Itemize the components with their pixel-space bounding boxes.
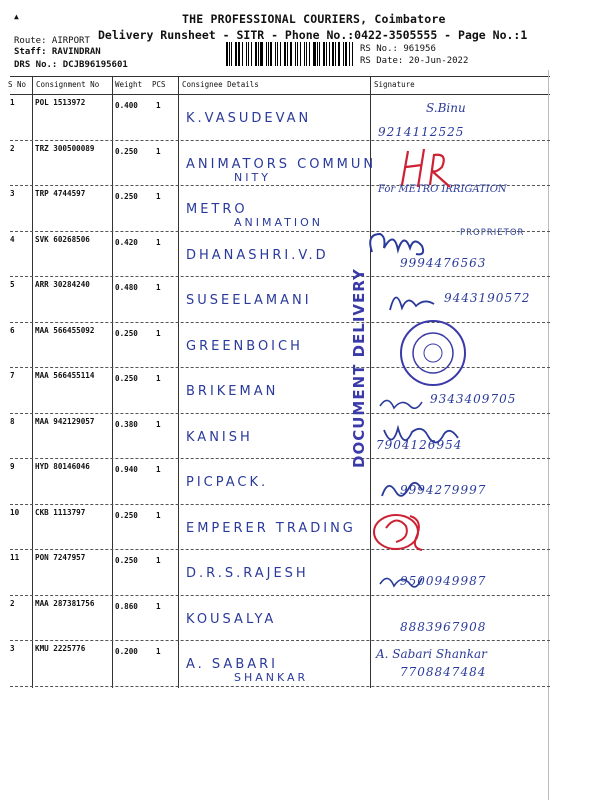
barcode-bar: [295, 42, 296, 66]
row-consignment-no: POL 1513972: [35, 98, 86, 107]
row-signature-note: 9500949987: [400, 574, 487, 588]
barcode-bar: [242, 42, 243, 66]
row-weight: 0.400: [115, 101, 138, 110]
handwritten-signature: [378, 420, 468, 456]
barcode-bar: [309, 42, 311, 66]
barcode-bar: [313, 42, 315, 66]
row-sno: 2: [10, 143, 15, 153]
barcode-bar: [238, 42, 240, 66]
row-signature-note: 9343409705: [430, 392, 517, 406]
barcode-bar: [235, 42, 237, 66]
col-weight: Weight: [115, 80, 143, 89]
row-consignee-name-cont: SHANKAR: [234, 671, 309, 684]
red-signature-mark: [366, 508, 436, 554]
barcode-bar: [284, 42, 286, 66]
row-weight: 0.250: [115, 192, 138, 201]
row-signature-note: 9994476563: [400, 255, 487, 270]
row-pcs: 1: [156, 146, 161, 156]
barcode-bar: [268, 42, 269, 66]
row-consignee-name: KOUSALYA: [186, 611, 277, 627]
row-divider: [10, 640, 550, 641]
col-pcs: PCS: [152, 80, 166, 89]
barcode-bar: [300, 42, 301, 66]
row-sno: 8: [10, 416, 15, 426]
barcode-bar: [231, 42, 232, 66]
row-divider: [10, 458, 550, 459]
barcode-bar: [280, 42, 282, 66]
row-pcs: 1: [156, 101, 161, 110]
row-consignment-no: KMU 2225776: [35, 644, 86, 653]
row-divider: [10, 276, 550, 277]
barcode-bar: [258, 42, 259, 66]
row-consignee-name: BRIKEMAN: [186, 384, 279, 399]
row-pcs: 1: [156, 283, 161, 292]
row-signature-note: 7708847484: [400, 665, 487, 679]
barcode-bar: [260, 42, 262, 66]
barcode-bar: [304, 42, 305, 66]
row-consignee-name: K.VASUDEVAN: [186, 111, 312, 126]
row-sno: 9: [10, 462, 15, 471]
row-signature-name: A. Sabari Shankar: [376, 647, 487, 661]
row-consignment-no: MAA 942129057: [35, 416, 95, 426]
row-signature-note: 9994279997: [400, 483, 487, 497]
row-divider: [10, 595, 550, 596]
row-signature-name: For METRO IRRIGATION: [378, 184, 507, 195]
row-signature-note: PROPRIETOR: [460, 228, 525, 238]
row-signature-note: 8883967908: [400, 619, 487, 634]
row-consignment-no: MAA 566455114: [35, 371, 95, 380]
row-pcs: 1: [156, 192, 161, 201]
row-divider: [10, 231, 550, 232]
barcode-bar: [266, 42, 267, 66]
row-consignee-name: PICPACK.: [186, 475, 269, 490]
row-weight: 0.480: [115, 283, 138, 292]
col-divider: [112, 76, 113, 688]
row-weight: 0.250: [115, 146, 138, 156]
row-sno: 6: [10, 325, 15, 335]
drs-number: DRS No.: DCJB96195601: [14, 60, 128, 70]
row-pcs: 1: [156, 601, 161, 611]
row-consignment-no: PON 7247957: [35, 553, 86, 562]
row-weight: 0.250: [115, 328, 138, 338]
row-consignment-no: HYD 80146046: [35, 462, 90, 471]
row-divider: [10, 504, 550, 505]
rs-date: RS Date: 20-Jun-2022: [360, 56, 469, 66]
barcode-bar: [290, 42, 292, 66]
barcode-bar: [251, 42, 253, 66]
row-sno: 5: [10, 280, 15, 289]
col-divider: [178, 76, 179, 688]
barcode: [226, 42, 354, 66]
table-header-rule: [10, 94, 550, 95]
barcode-bar: [317, 42, 318, 66]
row-consignee-name: DHANASHRI.V.D: [186, 247, 329, 263]
row-weight: 0.250: [115, 556, 138, 565]
barcode-bar: [349, 42, 350, 66]
handwritten-signature: [378, 474, 428, 504]
runsheet-subtitle: Delivery Runsheet - SITR - Phone No.:0422-3505555 - Page No.:1: [98, 28, 528, 42]
company-seal: [398, 318, 468, 388]
barcode-bar: [306, 42, 307, 66]
row-consignment-no: CKB 1113797: [35, 507, 86, 517]
barcode-bar: [287, 42, 288, 66]
handwritten-signature: [386, 282, 446, 316]
barcode-bar: [270, 42, 272, 66]
row-sno: 2: [10, 598, 15, 608]
row-pcs: 1: [156, 647, 161, 656]
row-consignee-name: KANISH: [186, 429, 253, 445]
handwritten-signature: [376, 390, 426, 416]
row-weight: 0.250: [115, 510, 138, 520]
row-signature-note: 9214112525: [378, 125, 465, 139]
row-pcs: 1: [156, 374, 161, 383]
row-consignee-name-cont: ANIMATION: [234, 216, 324, 229]
row-sno: 3: [10, 189, 15, 198]
rs-number: RS No.: 961956: [360, 44, 436, 54]
row-weight: 0.420: [115, 237, 138, 247]
row-consignee-name-cont: NITY: [234, 170, 271, 184]
page-edge: [548, 70, 549, 800]
row-signature-note: 9443190572: [444, 291, 531, 305]
row-sno: 7: [10, 371, 15, 380]
row-divider: [10, 686, 550, 687]
col-signature: Signature: [374, 80, 415, 89]
row-consignment-no: SVK 60268506: [35, 234, 90, 244]
row-consignment-no: MAA 287381756: [35, 598, 95, 608]
row-sno: 11: [10, 553, 20, 562]
row-sno: 10: [10, 507, 20, 517]
red-initials-mark: [396, 145, 456, 191]
row-divider: [10, 140, 550, 141]
barcode-bar: [226, 42, 228, 66]
row-sno: 4: [10, 234, 15, 244]
row-signature-name: S.Binu: [426, 101, 466, 115]
barcode-bar: [246, 42, 247, 66]
barcode-bar: [255, 42, 257, 66]
row-pcs: 1: [156, 419, 161, 429]
row-pcs: 1: [156, 465, 161, 474]
row-consignee-name: A. SABARI: [186, 657, 278, 672]
row-consignee-name: ANIMATORS COMMUN: [186, 156, 377, 172]
barcode-bar: [248, 42, 249, 66]
row-pcs: 1: [156, 556, 161, 565]
row-consignee-name: SUSEELAMANI: [186, 293, 312, 308]
row-pcs: 1: [156, 328, 161, 338]
barcode-bar: [319, 42, 320, 66]
row-signature-note: 7904126954: [376, 437, 463, 452]
barcode-bar: [338, 42, 340, 66]
row-pcs: 1: [156, 237, 161, 247]
barcode-bar: [345, 42, 347, 66]
row-weight: 0.250: [115, 374, 138, 383]
document-delivery-stamp: DOCUMENT DELIVERY: [350, 268, 368, 468]
row-consignment-no: TRP 4744597: [35, 189, 86, 198]
barcode-bar: [352, 42, 353, 66]
row-consignee-name: METRO: [186, 202, 248, 217]
barcode-bar: [277, 42, 278, 66]
barcode-bar: [326, 42, 327, 66]
barcode-bar: [297, 42, 299, 66]
handwritten-signature: [364, 226, 444, 262]
staff-label: Staff: RAVINDRAN: [14, 47, 101, 57]
barcode-bar: [343, 42, 344, 66]
row-weight: 0.380: [115, 419, 138, 429]
barcode-bar: [323, 42, 325, 66]
route-label: Route: AIRPORT: [14, 36, 90, 46]
row-divider: [10, 413, 550, 414]
row-consignee-name: GREENBOICH: [186, 338, 303, 354]
row-divider: [10, 367, 550, 368]
row-consignment-no: ARR 30284240: [35, 280, 90, 289]
row-pcs: 1: [156, 510, 161, 520]
row-divider: [10, 549, 550, 550]
barcode-bar: [335, 42, 336, 66]
col-sno: S No: [8, 80, 27, 89]
barcode-bar: [329, 42, 330, 66]
runsheet-title: THE PROFESSIONAL COURIERS, Coimbatore: [182, 12, 446, 26]
row-weight: 0.200: [115, 647, 138, 656]
row-consignee-name: D.R.S.RAJESH: [186, 566, 309, 581]
row-sno: 1: [10, 98, 15, 107]
col-consignee: Consignee Details: [182, 80, 259, 89]
row-consignee-name: EMPERER TRADING: [186, 520, 356, 536]
row-consignment-no: MAA 566455092: [35, 325, 95, 335]
corner-mark: ▲: [14, 12, 19, 21]
barcode-bar: [332, 42, 334, 66]
barcode-bar: [275, 42, 276, 66]
row-consignment-no: TRZ 300500089: [35, 143, 95, 153]
row-weight: 0.860: [115, 601, 138, 611]
table-top-rule: [10, 76, 550, 77]
row-divider: [10, 322, 550, 323]
row-weight: 0.940: [115, 465, 138, 474]
col-consignment: Consignment No: [36, 80, 100, 89]
col-divider: [32, 76, 33, 688]
row-sno: 3: [10, 644, 15, 653]
handwritten-signature: [376, 568, 426, 594]
barcode-bar: [229, 42, 230, 66]
